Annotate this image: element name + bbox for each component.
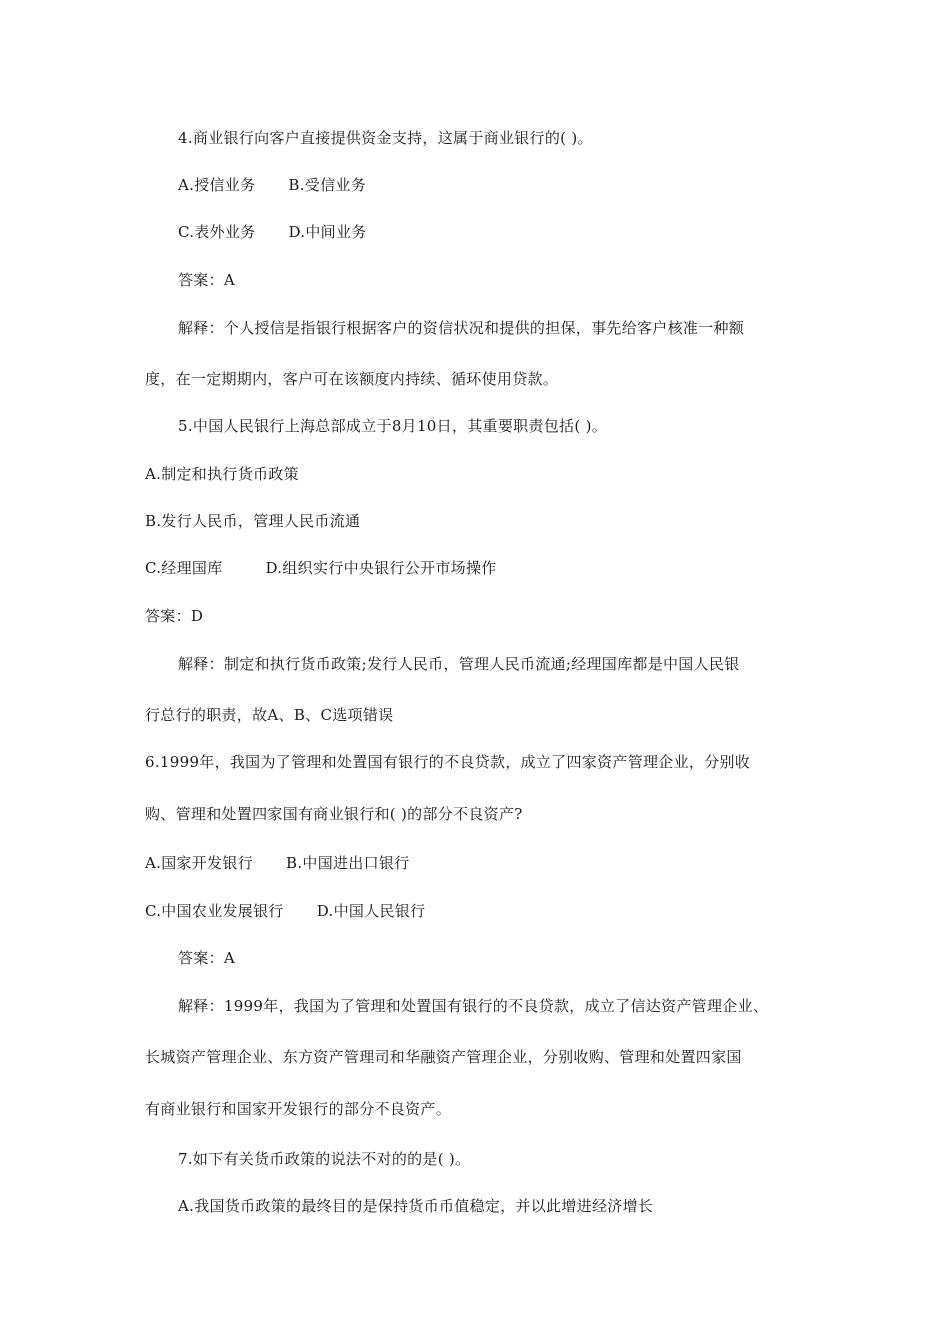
q7-stem: 7.如下有关货币政策的说法不对的的是( )。 bbox=[178, 1150, 471, 1168]
q5-answer: 答案：D bbox=[145, 607, 204, 625]
q7-option-a: A.我国货币政策的最终目的是保持货币币值稳定，并以此增进经济增长 bbox=[178, 1197, 654, 1215]
q6-option-a: A.国家开发银行 bbox=[145, 854, 254, 872]
q5-option-c: C.经理国库 bbox=[145, 559, 223, 577]
q4-options-ab bbox=[178, 175, 366, 195]
q4-option-c: C.表外业务 bbox=[178, 223, 256, 241]
q4-options-cd bbox=[178, 222, 367, 242]
q6-options-cd bbox=[145, 901, 425, 921]
q4-explanation-line-2: 度，在一定期期内，客户可在该额度内持续、循环使用贷款。 bbox=[145, 370, 559, 388]
q4-answer: 答案：A bbox=[178, 271, 236, 289]
q6-option-c: C.中国农业发展银行 bbox=[145, 902, 284, 920]
q4-stem: 4.商业银行向客户直接提供资金支持，这属于商业银行的( )。 bbox=[178, 129, 593, 147]
q5-stem: 5.中国人民银行上海总部成立于8月10日，其重要职责包括( )。 bbox=[178, 417, 608, 435]
q6-explanation-line-2: 长城资产管理企业、东方资产管理司和华融资产管理企业，分别收购、管理和处置四家国 bbox=[145, 1048, 742, 1066]
q6-answer: 答案：A bbox=[178, 949, 236, 967]
q5-option-b: B.发行人民币，管理人民币流通 bbox=[145, 512, 361, 530]
q5-option-a: A.制定和执行货币政策 bbox=[145, 465, 299, 483]
q5-option-d: D.组织实行中央银行公开市场操作 bbox=[265, 559, 497, 577]
q6-stem-line-1: 6.1999年，我国为了管理和处置国有银行的不良贷款，成立了四家资产管理企业，分别收 bbox=[145, 753, 751, 771]
q6-option-b: B.中国进出口银行 bbox=[286, 854, 410, 872]
q5-explanation-line-2: 行总行的职责，故A、B、C选项错误 bbox=[145, 706, 394, 724]
q4-option-d: D.中间业务 bbox=[288, 223, 367, 241]
q6-explanation-line-3: 有商业银行和国家开发银行的部分不良资产。 bbox=[145, 1100, 452, 1118]
q4-explanation-line-1: 解释：个人授信是指银行根据客户的资信状况和提供的担保，事先给客户核准一种额 bbox=[178, 319, 745, 337]
q4-option-a: A.授信业务 bbox=[178, 176, 256, 194]
q5-options-cd bbox=[145, 558, 497, 578]
q6-option-d: D.中国人民银行 bbox=[316, 902, 426, 920]
q6-options-ab bbox=[145, 853, 410, 873]
q4-option-b: B.受信业务 bbox=[288, 176, 366, 194]
q6-explanation-line-1: 解释：1999年，我国为了管理和处置国有银行的不良贷款，成立了信达资产管理企业、 bbox=[178, 997, 769, 1015]
q5-explanation-line-1: 解释：制定和执行货币政策;发行人民币，管理人民币流通;经理国库都是中国人民银 bbox=[178, 655, 740, 673]
q6-stem-line-2: 购、管理和处置四家国有商业银行和( )的部分不良资产? bbox=[145, 805, 523, 823]
